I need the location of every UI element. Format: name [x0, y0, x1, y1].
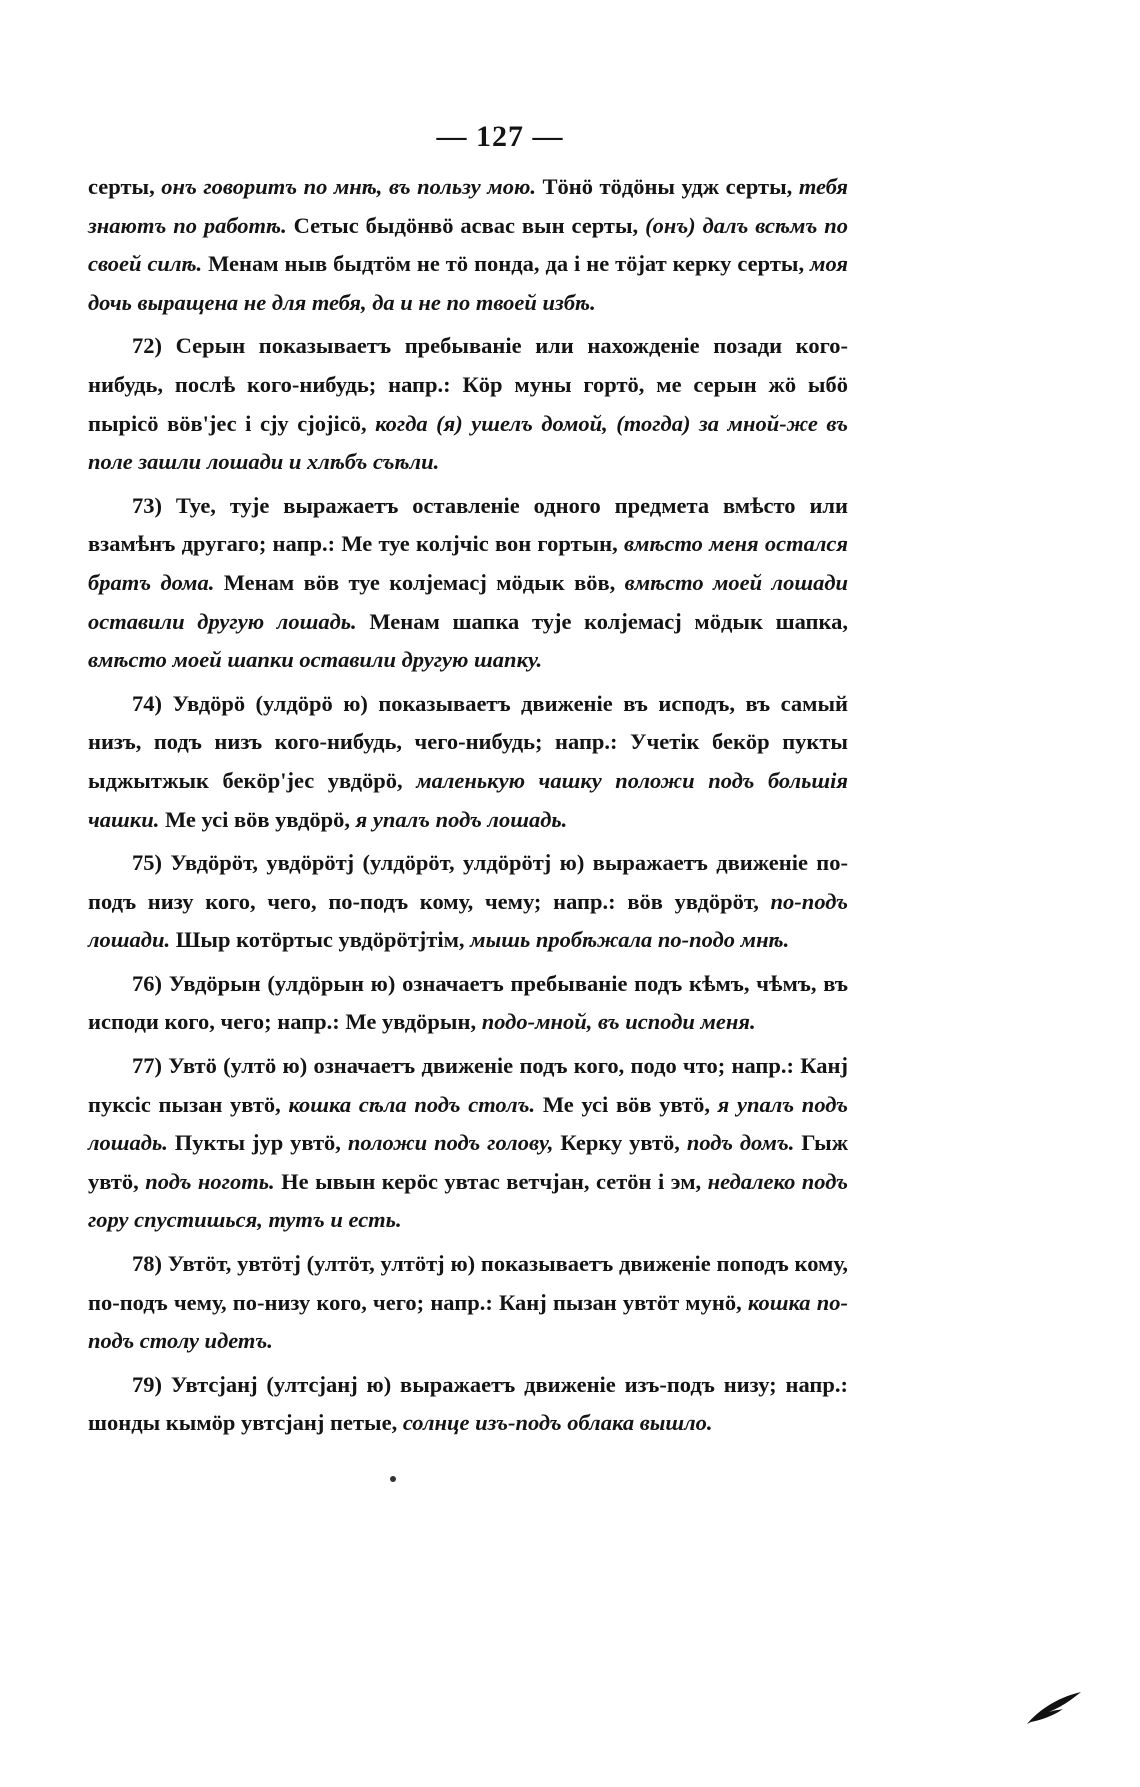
text-segment: серты, [88, 174, 162, 199]
italic-translation: кошка сѣла подъ столъ. [288, 1091, 536, 1117]
text-segment: Ме усі вöв увдöрö, [159, 806, 356, 832]
italic-translation: подъ домъ. [686, 1130, 795, 1156]
italic-translation: (онъ) далъ всѣмъ по своей силѣ. [88, 212, 848, 277]
italic-translation: моя дочь выращена не для тебя, да и не по твоей избѣ. [88, 251, 848, 315]
text-segment: 72) Серын показываетъ пребываніе или нахожденіе позади кого-нибудь, послѣ кого-нибудь; напр.: Кöр муны гортö, ме серын жö ыбö пырісö вöв'јес і сју сјојісö, [88, 333, 848, 436]
paragraph-73 [88, 487, 848, 680]
italic-translation: мышь пробѣжала по-подо мнѣ. [470, 927, 790, 953]
italic-translation: вмѣсто моей шапки оставили другую шапку. [88, 647, 543, 673]
text-segment: 74) Увдöрö (улдöрö ю) показываетъ движеніе въ исподъ, въ самый низъ, подъ низъ кого-нибудь, чего-нибудь; напр.: Учетік бекöр пукты ыджытжык бекöр'јес увдöрö, [88, 690, 848, 793]
text-segment: Сетыс быдöнвö асвас вын серты, [286, 212, 646, 238]
italic-translation: вмѣсто меня остался братъ дома. [88, 531, 849, 595]
text-segment: 79) Увтсјанј (ултсјанј ю) выражаетъ движеніе изъ-подъ низу; напр.: шонды кымöр увтсјанј петые, [88, 1371, 848, 1436]
page-number: — 127 — [436, 120, 564, 153]
italic-translation: тебя знаютъ по работѣ. [88, 174, 848, 238]
italic-translation: кошка по-подъ столу идетъ. [88, 1289, 849, 1354]
text-segment: Шыр котöртыс увдöрöтјтім, [170, 927, 471, 953]
text-segment: 75) Увдöрöт, увдöрöтј (улдöрöт, улдöрöтј ю) выражаетъ движеніе по-подъ низу кого, чего, по-подъ кому, чему; напр.: вöв увдöрöт, [88, 850, 848, 914]
paragraph-78 [88, 1245, 848, 1361]
quill-scan-mark [1025, 1690, 1083, 1726]
italic-translation: солнце изъ-подъ облака вышло. [402, 1410, 713, 1436]
italic-translation: недалеко подъ гору спустишься, тутъ и есть. [88, 1168, 848, 1233]
text-segment: Пукты јур увтö, [167, 1130, 348, 1156]
text-segment: Менам шапка тује колјемасј мöдык шапка, [356, 608, 848, 634]
text-segment: Менам вöв туе колјемасј мöдык вöв, [214, 569, 625, 595]
text-segment: Керку увтö, [553, 1130, 687, 1156]
text-segment: 73) Туе, тује выражаетъ оставленіе одного предмета вмѣсто или взамѣнъ другаго; напр.: Ме туе колјчіс вон гортын, [88, 492, 848, 557]
italic-translation: когда (я) ушелъ домой, (тогда) за мной-же въ поле зашли лошади и хлѣбъ съѣли. [88, 410, 848, 475]
text-segment: Менам ныв быдтöм не тö понда, да і не тöјат керку серты, [202, 251, 811, 277]
italic-translation: онъ говоритъ по мнѣ, въ пользу мою. [161, 174, 536, 199]
text-segment: Тöнö тöдöны удж серты, [536, 174, 799, 199]
italic-translation: положи подъ голову, [347, 1130, 554, 1156]
italic-translation: подо-мной, въ исподи меня. [481, 1009, 756, 1035]
italic-translation: я упалъ подъ лошадь. [355, 806, 568, 832]
italic-translation: по-подъ лошади. [88, 888, 848, 953]
text-segment: 77) Увтö (ултö ю) означаетъ движеніе подъ кого, подо что; напр.: Канј пуксіс пызан увтö, [88, 1053, 848, 1117]
paragraph-72 [88, 327, 848, 481]
paragraph-75 [88, 844, 848, 960]
paragraph-continuation [88, 168, 848, 322]
paragraph-79 [88, 1366, 848, 1443]
text-segment: Не ывын керöс увтас ветчјан, сетöн і эм, [274, 1168, 708, 1194]
paragraph-74 [88, 685, 848, 839]
italic-translation: подъ ноготь. [145, 1168, 275, 1194]
italic-translation: маленькую чашку положи подъ большія чашки. [88, 767, 849, 832]
italic-translation: вмѣсто моей лошади оставили другую лошадь. [88, 569, 848, 634]
text-segment: 76) Увдöрын (улдöрын ю) означаетъ пребываніе подъ кѣмъ, чѣмъ, въ исподи кого, чего; напр.: Ме увдöрын, [88, 970, 848, 1035]
text-segment: Ме усі вöв увтö, [535, 1091, 718, 1117]
text-segment: Гыж увтö, [88, 1130, 849, 1194]
paragraph-77 [88, 1047, 848, 1240]
document-body [88, 168, 848, 1448]
paragraph-76 [88, 965, 848, 1042]
text-segment: 78) Увтöт, увтöтј (ултöт, ултöтј ю) показываетъ движеніе поподъ кому, по-подъ чему, по-низу кого, чего; напр.: Канј пызан увтöт мунö, [88, 1251, 848, 1315]
italic-translation: я упалъ подъ лошадь. [88, 1091, 848, 1156]
ink-dot-mark [390, 1476, 396, 1482]
